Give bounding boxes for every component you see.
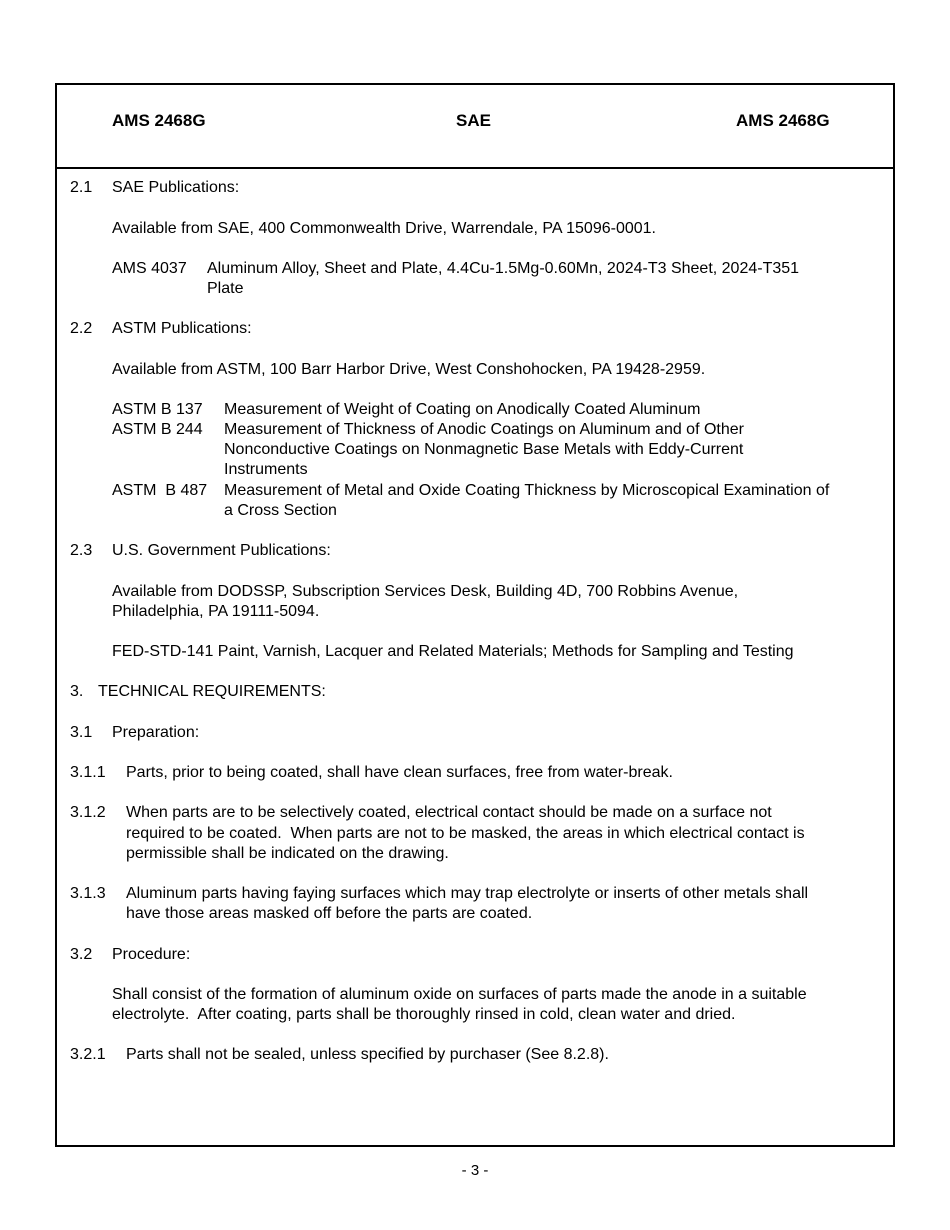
paragraph-text: have those areas masked off before the parts are coated. <box>126 905 533 922</box>
section-title: Preparation: <box>112 724 200 741</box>
reference-title: a Cross Section <box>224 502 337 519</box>
reference-title: Measurement of Thickness of Anodic Coatings on Aluminum and of Other <box>224 421 744 438</box>
paragraph-text: required to be coated. When parts are not to be masked, the areas in which electrical contact is <box>126 825 805 842</box>
reference-title: Plate <box>207 280 244 297</box>
section-number: 3.1 <box>70 724 93 741</box>
page-number: - 3 - <box>461 1162 489 1179</box>
paragraph-text: Parts, prior to being coated, shall have clean surfaces, free from water-break. <box>126 764 673 781</box>
availability-text: Available from DODSSP, Subscription Services Desk, Building 4D, 700 Robbins Avenue, <box>112 583 739 600</box>
header-organization: SAE <box>456 111 491 130</box>
section-number: 3.2 <box>70 946 93 963</box>
section-number: 3.1.3 <box>70 885 106 902</box>
section-title: Procedure: <box>112 946 191 963</box>
header-doc-number-right: AMS 2468G <box>736 111 830 130</box>
section-number: 3.2.1 <box>70 1046 106 1063</box>
paragraph-text: permissible shall be indicated on the drawing. <box>126 845 449 862</box>
reference-title: Nonconductive Coatings on Nonmagnetic Base Metals with Eddy-Current <box>224 441 744 458</box>
availability-text: Available from SAE, 400 Commonwealth Drive, Warrendale, PA 15096-0001. <box>112 220 656 237</box>
section-title: ASTM Publications: <box>112 320 252 337</box>
header-doc-number-left: AMS 2468G <box>112 111 206 130</box>
reference-code: ASTM B 244 <box>112 421 203 438</box>
section-number: 2.3 <box>70 542 93 559</box>
paragraph-text: Shall consist of the formation of aluminum oxide on surfaces of parts made the anode in a suitable <box>112 986 807 1003</box>
page-header <box>57 85 893 169</box>
section-title: U.S. Government Publications: <box>112 542 331 559</box>
availability-text: Philadelphia, PA 19111-5094. <box>112 603 320 620</box>
reference-title: Instruments <box>224 461 308 478</box>
section-number: 3.1.1 <box>70 764 106 781</box>
section-title: TECHNICAL REQUIREMENTS: <box>98 683 326 700</box>
reference-code: ASTM B 137 <box>112 401 203 418</box>
availability-text: Available from ASTM, 100 Barr Harbor Drive, West Conshohocken, PA 19428-2959. <box>112 361 706 378</box>
reference-title: Measurement of Weight of Coating on Anodically Coated Aluminum <box>224 401 701 418</box>
reference-title: Aluminum Alloy, Sheet and Plate, 4.4Cu-1.5Mg-0.60Mn, 2024-T3 Sheet, 2024-T351 <box>207 260 800 277</box>
reference-code: ASTM B 487 <box>112 482 208 499</box>
section-number: 2.2 <box>70 320 93 337</box>
reference-entry: FED-STD-141 Paint, Varnish, Lacquer and Related Materials; Methods for Sampling and Testing <box>112 643 794 660</box>
paragraph-text: Aluminum parts having faying surfaces which may trap electrolyte or inserts of other metals shall <box>126 885 809 902</box>
paragraph-text: electrolyte. After coating, parts shall be thoroughly rinsed in cold, clean water and dried. <box>112 1006 736 1023</box>
reference-title: Measurement of Metal and Oxide Coating Thickness by Microscopical Examination of <box>224 482 830 499</box>
section-title: SAE Publications: <box>112 179 240 196</box>
section-number: 2.1 <box>70 179 93 196</box>
section-number: 3. <box>70 683 84 700</box>
paragraph-text: Parts shall not be sealed, unless specified by purchaser (See 8.2.8). <box>126 1046 609 1063</box>
reference-code: AMS 4037 <box>112 260 187 277</box>
section-number: 3.1.2 <box>70 804 106 821</box>
paragraph-text: When parts are to be selectively coated, electrical contact should be made on a surface not <box>126 804 772 821</box>
